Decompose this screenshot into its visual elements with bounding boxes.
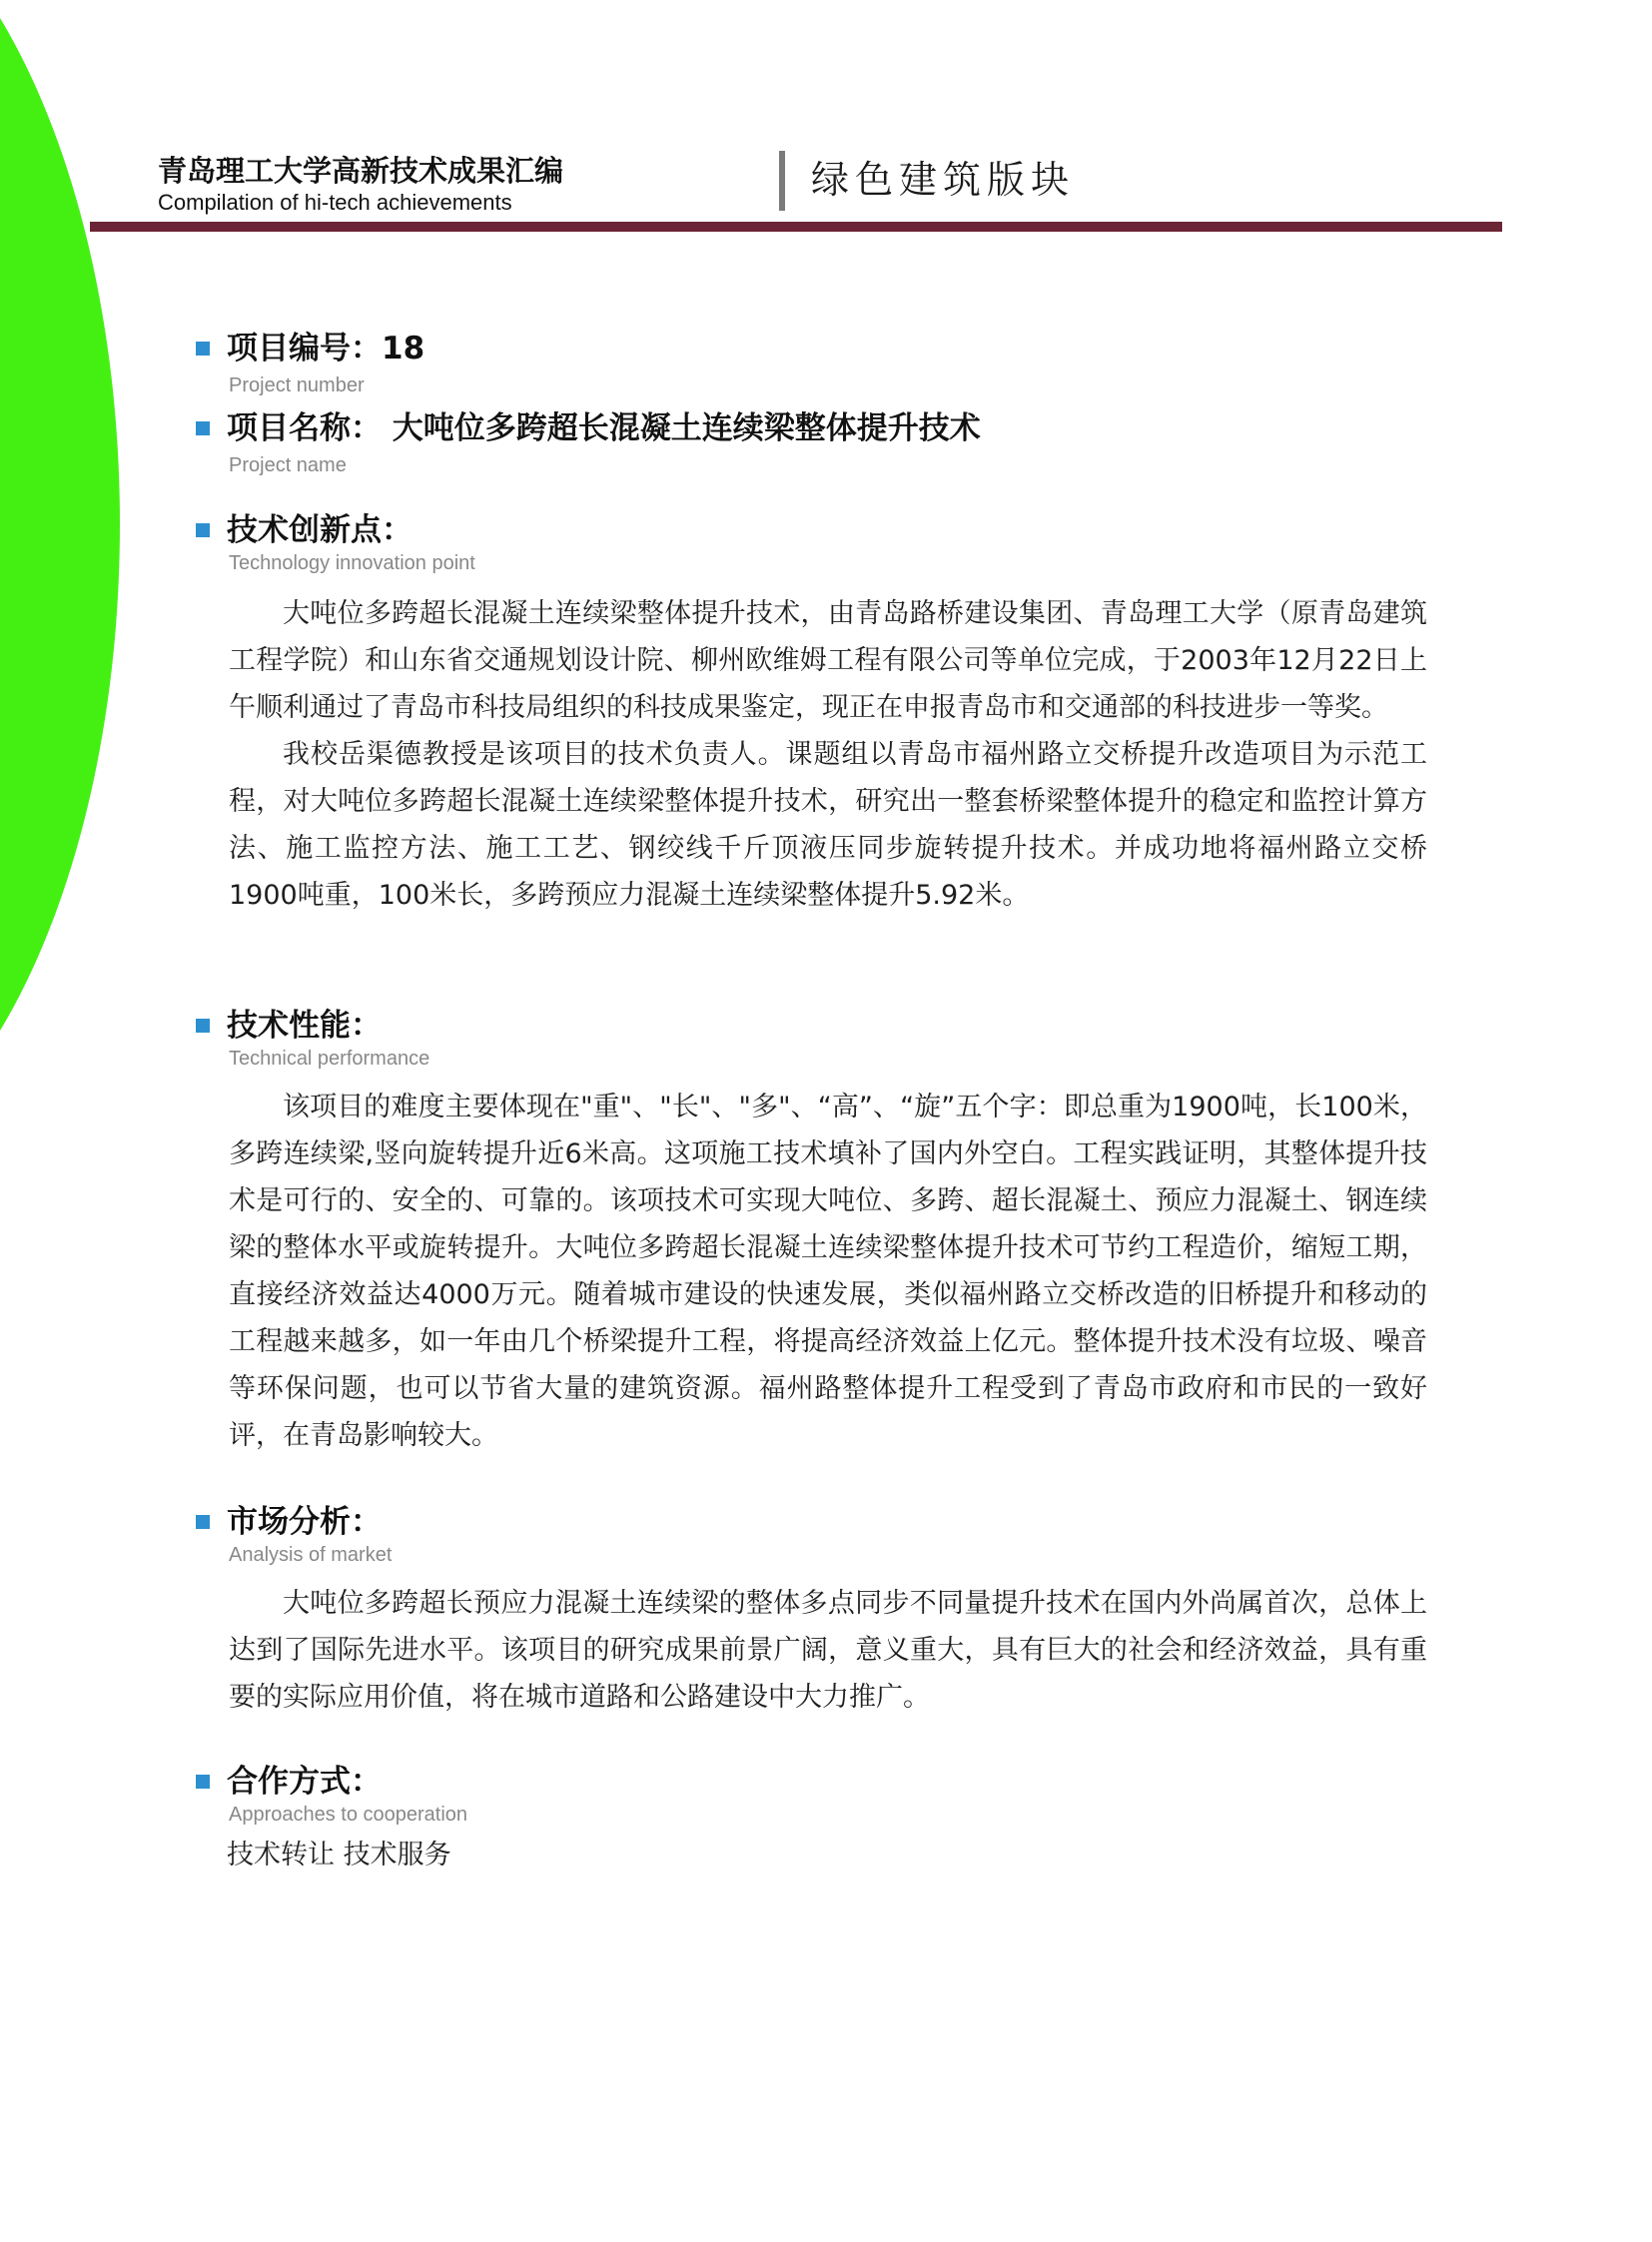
innovation-body	[229, 590, 1427, 919]
cooperation-label: 合作方式：	[227, 1764, 382, 1800]
market-label: 市场分析：	[227, 1504, 382, 1540]
header-title-en: Compilation of hi-tech achievements	[158, 190, 512, 215]
performance-body	[229, 1084, 1427, 1459]
project-number-subtitle: Project number	[229, 374, 365, 396]
bullet-square-icon	[196, 523, 210, 537]
market-body	[229, 1580, 1427, 1721]
project-number-label: 项目编号：18	[227, 331, 425, 367]
market-paragraph: 大吨位多跨超长预应力混凝土连续梁的整体多点同步不同量提升技术在国内外尚属首次，总体上达到了国际先进水平。该项目的研究成果前景广阔，意义重大，具有巨大的社会和经济效益，具有重要的实际应用价值，将在城市道路和公路建设中大力推广。	[229, 1588, 1427, 1713]
header-section-name: 绿色建筑版块	[811, 158, 1076, 202]
performance-subtitle: Technical performance	[229, 1048, 430, 1070]
bullet-square-icon	[196, 1515, 210, 1529]
bullet-square-icon	[196, 1019, 210, 1033]
bullet-square-icon	[196, 1775, 210, 1789]
innovation-paragraph: 我校岳渠德教授是该项目的技术负责人。课题组以青岛市福州路立交桥提升改造项目为示范工程，对大吨位多跨超长混凝土连续梁整体提升技术，研究出一整套桥梁整体提升的稳定和监控计算方法、施工监控方法、施工工艺、钢绞线千斤顶液压同步旋转提升技术。并成功地将福州路立交桥1900吨重，100米长，多跨预应力混凝土连续梁整体提升5.92米。	[229, 739, 1427, 911]
innovation-label: 技术创新点：	[227, 512, 413, 548]
header-title-cn: 青岛理工大学高新技术成果汇编	[158, 154, 564, 188]
bullet-square-icon	[196, 421, 210, 435]
bullet-square-icon	[196, 342, 210, 356]
header-rule	[90, 222, 1502, 232]
performance-paragraph: 该项目的难度主要体现在"重"、"长"、"多"、“高”、“旋”五个字：即总重为1900吨，长100米，多跨连续梁,竖向旋转提升近6米高。这项施工技术填补了国内外空白。工程实践证明，其整体提升技术是可行的、安全的、可靠的。该项技术可实现大吨位、多跨、超长混凝土、预应力混凝土、钢连续梁的整体水平或旋转提升。大吨位多跨超长混凝土连续梁整体提升技术可节约工程造价，缩短工期，直接经济效益达4000万元。随着城市建设的快速发展，类似福州路立交桥改造的旧桥提升和移动的工程越来越多，如一年由几个桥梁提升工程，将提高经济效益上亿元。整体提升技术没有垃圾、噪音等环保问题，也可以节省大量的建筑资源。福州路整体提升工程受到了青岛市政府和市民的一致好评，在青岛影响较大。	[229, 1092, 1427, 1451]
header-divider	[779, 151, 785, 211]
project-name-label: 项目名称： 大吨位多跨超长混凝土连续梁整体提升技术	[227, 410, 981, 446]
performance-label: 技术性能：	[227, 1008, 382, 1044]
cooperation-methods: 技术转让 技术服务	[227, 1840, 451, 1870]
project-name-subtitle: Project name	[229, 454, 347, 476]
header-branding	[158, 154, 563, 216]
market-subtitle: Analysis of market	[229, 1544, 393, 1566]
innovation-paragraph: 大吨位多跨超长混凝土连续梁整体提升技术，由青岛路桥建设集团、青岛理工大学（原青岛建筑工程学院）和山东省交通规划设计院、柳州欧维姆工程有限公司等单位完成，于2003年12月22日上午顺利通过了青岛市科技局组织的科技成果鉴定，现正在申报青岛市和交通部的科技进步一等奖。	[229, 598, 1427, 723]
cooperation-subtitle: Approaches to cooperation	[229, 1804, 468, 1826]
green-decorative-arc	[0, 0, 120, 1188]
innovation-subtitle: Technology innovation point	[229, 552, 475, 574]
